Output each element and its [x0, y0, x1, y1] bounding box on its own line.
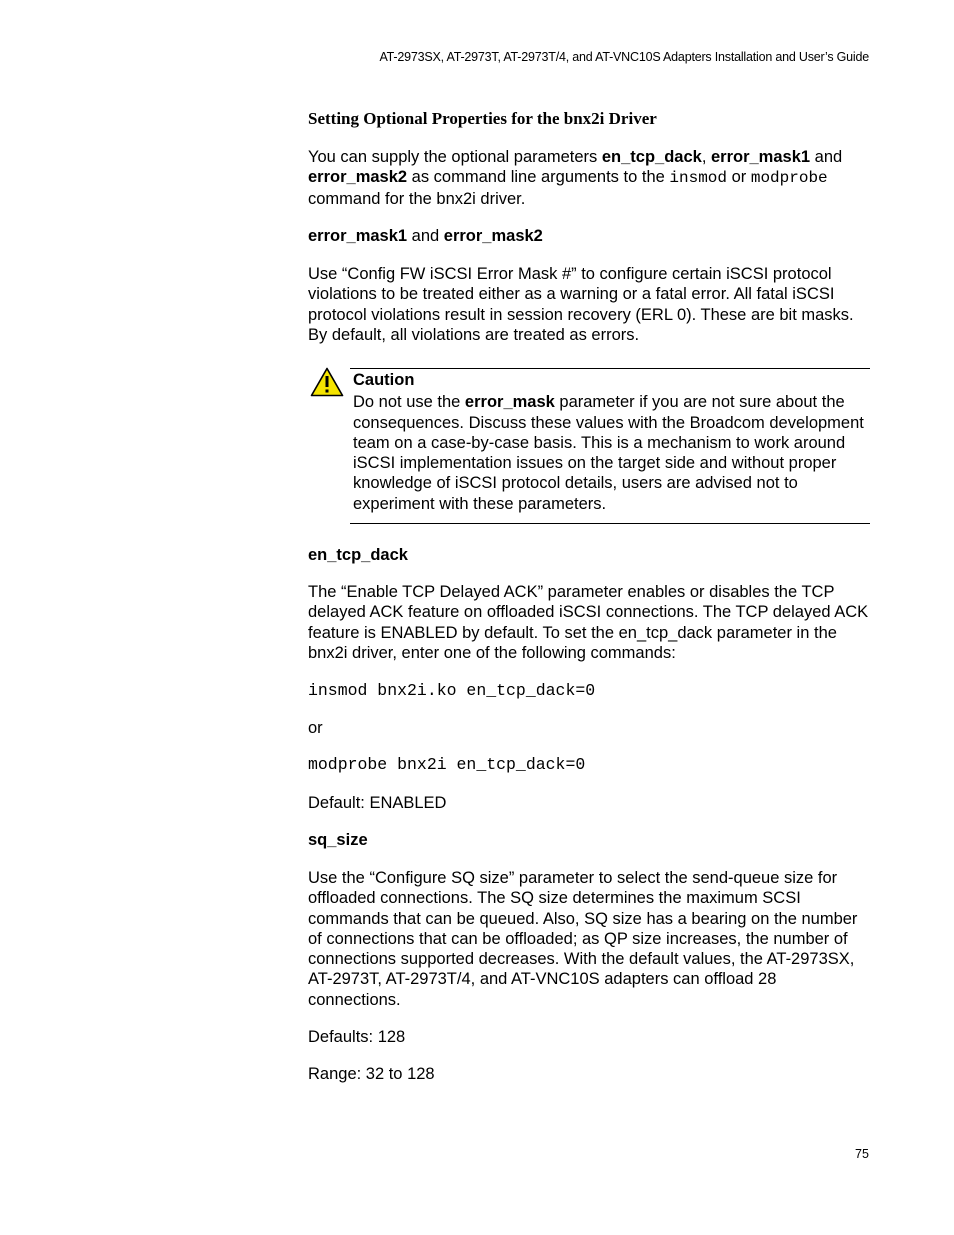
default-enabled: Default: ENABLED	[308, 794, 447, 812]
sq-defaults: Defaults: 128	[308, 1028, 406, 1046]
text: command for the bnx2i driver.	[308, 189, 526, 208]
text: as command line arguments to the	[407, 168, 670, 187]
caution-text	[353, 392, 873, 514]
param-error-mask2: error_mask2	[308, 168, 408, 187]
text: You can supply the optional parameters	[308, 148, 602, 166]
cmd-modprobe: modprobe	[750, 169, 828, 188]
caution-title: Caution	[353, 371, 415, 389]
code-insmod: insmod bnx2i.ko en_tcp_dack=0	[308, 681, 596, 700]
caution-note	[353, 370, 873, 514]
caution-top-rule	[350, 368, 870, 369]
param-en-tcp-dack: en_tcp_dack	[601, 148, 702, 166]
error-mask-paragraph: Use “Config FW iSCSI Error Mask #” to configure certain iSCSI protocol violations to be treated either as a warning or a fatal error. All fatal iSCSI protocol violations result in session recovery (ERL 0). These are bit masks. By default, all violations are treated as errors.	[308, 265, 854, 344]
text: and	[810, 148, 843, 166]
or-text: or	[308, 719, 323, 737]
page-number: 75	[855, 1147, 869, 1161]
text: or	[727, 168, 751, 187]
param-error-mask1: error_mask1	[710, 148, 811, 166]
heading-part: error_mask1	[308, 227, 408, 245]
heading-part: and	[407, 227, 444, 245]
text: ,	[701, 148, 711, 166]
running-header: AT-2973SX, AT-2973T, AT-2973T/4, and AT-VNC10S Adapters Installation and User’s Guide	[379, 50, 869, 64]
text: Do not use the	[353, 393, 465, 412]
warning-triangle-icon	[310, 367, 344, 397]
error-mask-heading	[308, 226, 543, 246]
sq-size-heading: sq_size	[308, 831, 368, 849]
intro-paragraph	[308, 147, 873, 209]
en-tcp-dack-paragraph: The “Enable TCP Delayed ACK” parameter enables or disables the TCP delayed ACK feature on offloaded iSCSI connections. The TCP delayed ACK feature is ENABLED by default. To set the en_tcp_dack parameter in the bnx2i driver, enter one of the following commands:	[308, 583, 869, 662]
heading-part: error_mask2	[443, 227, 543, 245]
cmd-insmod: insmod	[669, 169, 727, 188]
text: parameter if you are not sure about the consequences. Discuss these values with the Broadcom development team on a case-by-case basis. This is a mechanism to work around iSCSI implementation issues on the target side and without proper knowledge of iSCSI protocol details, users are advised not to experiment with these parameters.	[353, 393, 864, 513]
sq-size-paragraph: Use the “Configure SQ size” parameter to select the send-queue size for offloaded connections. The SQ size determines the maximum SCSI commands that can be queued. Also, SQ size has a bearing on the number of connections that can be offloaded; as QP size increases, the number of connections supported decreases. With the default values, the AT-2973SX, AT-2973T, AT-2973T/4, and AT-VNC10S adapters can offload 28 connections.	[308, 869, 858, 1009]
code-modprobe: modprobe bnx2i en_tcp_dack=0	[308, 755, 586, 774]
section-heading: Setting Optional Properties for the bnx2i Driver	[308, 109, 657, 128]
param-error-mask: error_mask	[464, 393, 555, 412]
sq-range: Range: 32 to 128	[308, 1065, 435, 1083]
caution-bottom-rule	[350, 523, 870, 524]
en-tcp-dack-heading: en_tcp_dack	[308, 546, 408, 564]
